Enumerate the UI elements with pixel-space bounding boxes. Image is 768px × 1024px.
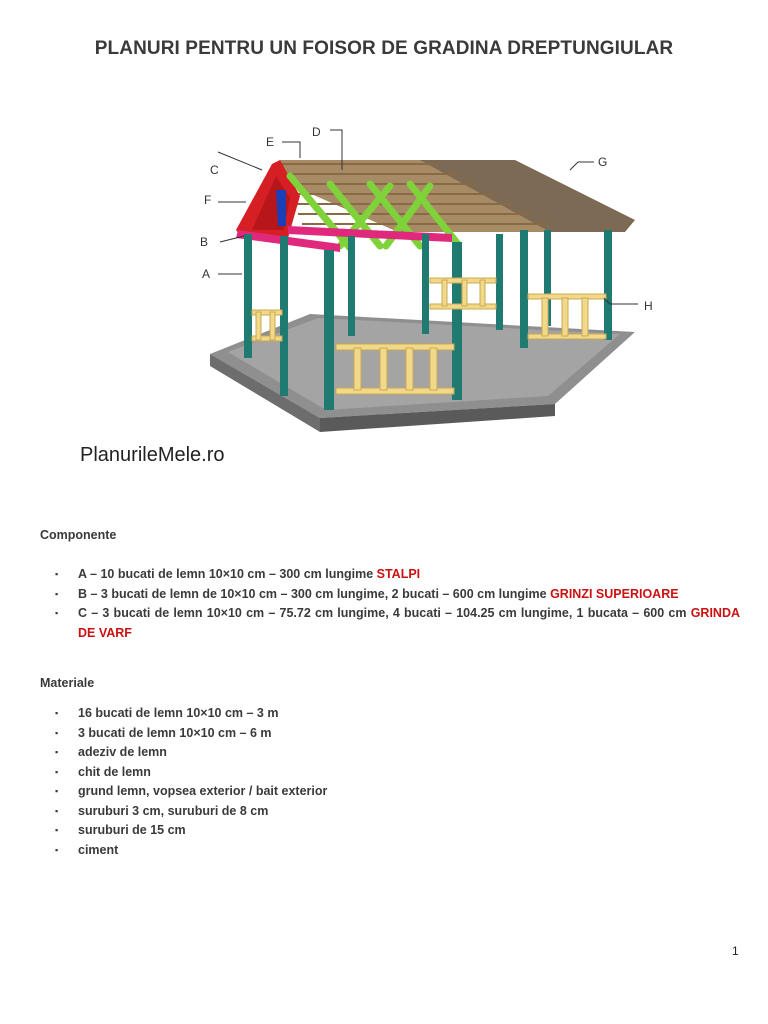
componente-list [40,565,740,643]
label-c: C [210,163,219,177]
list-item: ▪ chit de lemn [40,763,740,783]
list-item: ▪ suruburi de 15 cm [40,821,740,841]
label-g: G [598,155,608,169]
gazebo-illustration [190,118,670,463]
list-item: ▪ 3 bucati de lemn 10×10 cm – 6 m [40,724,740,744]
bullet-icon: ▪ [55,766,59,777]
bullet-icon: ▪ [55,708,59,718]
list-item: ▪ A – 10 bucati de lemn 10×10 cm – 300 cm lungime STALPI [40,565,740,585]
page-number: 1 [732,944,739,958]
highlight-term: GRINDA DE VARF [78,606,740,640]
bullet-icon: ▪ [55,805,59,816]
list-item: ▪ adeziv de lemn [40,743,740,763]
label-h: H [644,299,653,313]
section-heading-materiale: Materiale [40,676,95,690]
bullet-icon: ▪ [55,747,59,757]
highlight-term: STALPI [376,567,421,581]
list-item: ▪ suruburi 3 cm, suruburi de 8 cm [40,802,740,822]
page-title: PLANURI PENTRU UN FOISOR DE GRADINA DREPTUNGIULAR [94,38,674,59]
list-item: ▪ 16 bucati de lemn 10×10 cm – 3 m [40,704,740,724]
list-item: ▪ ciment [40,841,740,861]
bullet-icon: ▪ [55,608,59,618]
bullet-icon: ▪ [55,825,59,835]
bullet-icon: ▪ [55,588,59,599]
materiale-list [40,704,740,860]
list-item: ▪ grund lemn, vopsea exterior / bait exterior [40,782,740,802]
list-item: ▪ B – 3 bucati de lemn de 10×10 cm – 300 cm lungime, 2 bucati – 600 cm lungime GRINZI SUPERIOARE [40,585,740,605]
label-a: A [202,267,211,281]
bullet-icon: ▪ [55,727,59,738]
label-e: E [266,135,275,149]
bullet-icon: ▪ [55,844,59,855]
highlight-term: GRINZI SUPERIOARE [550,586,679,601]
label-b: B [200,235,209,249]
bullet-icon: ▪ [55,569,59,579]
section-heading-componente: Componente [40,528,117,542]
brand-watermark: PlanurileMele.ro [80,444,225,466]
list-item: ▪ C – 3 bucati de lemn 10×10 cm – 75.72 cm lungime, 4 bucati – 104.25 cm lungime, 1 bucata – 600 cm GRINDA DE VARF [55,606,740,640]
bullet-icon: ▪ [55,786,59,796]
label-f: F [204,193,212,207]
label-d: D [312,125,321,139]
